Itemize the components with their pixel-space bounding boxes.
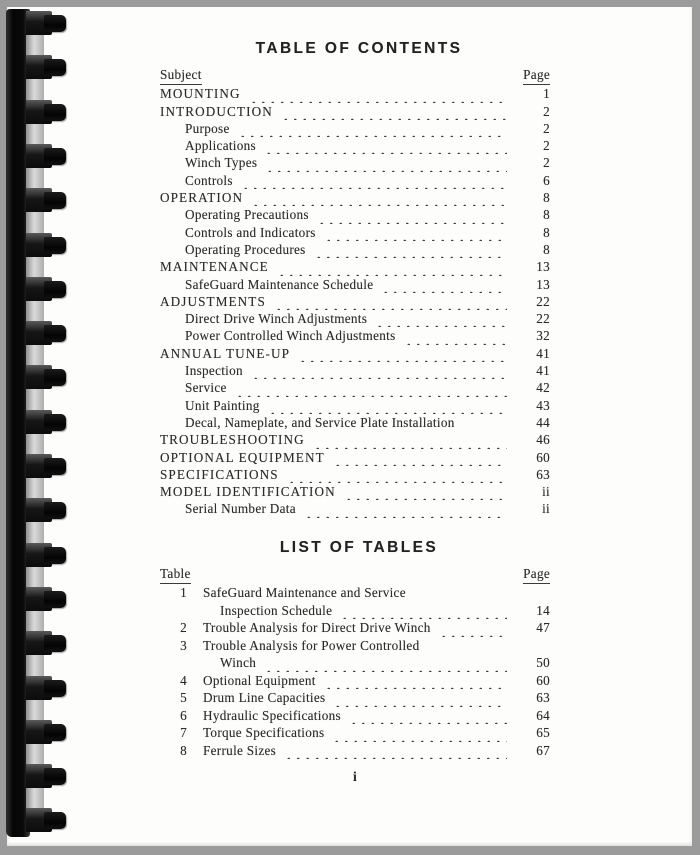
toc-row	[160, 154, 550, 171]
lot-entry-number: 6	[180, 707, 187, 723]
toc-entry-label: MODEL IDENTIFICATION	[160, 484, 336, 500]
toc-row	[160, 206, 550, 223]
comb-tooth-tip	[44, 635, 66, 652]
toc-entry-page: 8	[543, 224, 550, 240]
toc-entry-page: 6	[543, 172, 550, 188]
comb-tooth-tip	[44, 724, 66, 741]
toc-entry-label: ADJUSTMENTS	[160, 293, 266, 309]
toc-entry-page: 2	[543, 138, 550, 154]
toc-entry-page: 43	[536, 397, 550, 413]
lot-row	[160, 619, 550, 637]
toc-entry-label: Power Controlled Winch Adjustments	[185, 328, 396, 344]
comb-tooth-tip	[44, 591, 66, 608]
toc-entry-page: 32	[536, 328, 550, 344]
lot-row	[160, 672, 550, 690]
dot-leader	[425, 642, 507, 654]
comb-tooth-tip	[44, 15, 66, 32]
dot-leader	[379, 281, 507, 293]
toc-entry-label: Service	[185, 380, 227, 396]
comb-gap-highlight	[26, 124, 44, 145]
dot-leader	[461, 419, 507, 431]
toc-entry-label: OPTIONAL EQUIPMENT	[160, 449, 325, 465]
lot-entry-number: 5	[180, 690, 187, 706]
lot-entry-number: 8	[180, 742, 187, 758]
comb-tooth-tip	[44, 281, 66, 298]
toc-row	[160, 397, 550, 414]
lot-column-headers	[160, 562, 550, 584]
toc-row	[160, 362, 550, 379]
comb-tooth-tip	[44, 148, 66, 165]
toc-entry-page: 8	[543, 207, 550, 223]
toc-entry-page: 13	[536, 276, 550, 292]
table-of-contents-document	[160, 40, 550, 785]
lot-entry-page: 67	[536, 742, 550, 758]
dot-leader	[338, 607, 507, 619]
lot-entry-label: Ferrule Sizes	[203, 742, 277, 758]
comb-tooth-tip	[44, 768, 66, 785]
dot-leader	[315, 212, 507, 224]
comb-gap-highlight	[26, 257, 44, 278]
dot-leader	[262, 142, 507, 154]
lot-row	[160, 707, 550, 725]
comb-tooth-tip	[44, 458, 66, 475]
lot-entry-page: 63	[536, 690, 550, 706]
toc-entry-label: SPECIFICATIONS	[160, 466, 279, 482]
comb-gap-highlight	[26, 434, 44, 455]
toc-page-header: Page	[523, 66, 550, 85]
lot-row	[160, 602, 550, 620]
lot-entry-list	[160, 584, 550, 759]
comb-gap-highlight	[26, 35, 44, 56]
toc-entry-page: ii	[542, 484, 550, 500]
dot-leader	[373, 315, 507, 327]
toc-entry-label: OPERATION	[160, 190, 244, 206]
comb-gap-highlight	[26, 522, 44, 543]
toc-entry-label: ANNUAL TUNE-UP	[160, 345, 291, 361]
toc-entry-label: Operating Procedures	[185, 241, 306, 257]
toc-column-headers	[160, 63, 550, 85]
toc-entry-page: 2	[543, 120, 550, 136]
dot-leader	[322, 677, 507, 689]
dot-leader	[236, 125, 507, 137]
comb-gap-highlight	[26, 212, 44, 233]
list-of-tables-title: LIST OF TABLES	[279, 538, 439, 556]
toc-row	[160, 483, 550, 500]
toc-entry-page: 42	[536, 380, 550, 396]
lot-entry-number: 4	[180, 672, 187, 688]
toc-row	[160, 466, 550, 483]
dot-leader	[233, 385, 507, 397]
toc-entry-label: Controls and Indicators	[185, 224, 316, 240]
dot-leader	[249, 194, 507, 206]
toc-entry-page: 22	[536, 293, 550, 309]
toc-row	[160, 414, 550, 431]
comb-tooth-tip	[44, 237, 66, 254]
toc-subject-header: Subject	[160, 66, 202, 85]
toc-row	[160, 327, 550, 344]
lot-entry-page: 14	[536, 602, 550, 618]
lot-table-header: Table	[160, 565, 191, 584]
toc-entry-label: Decal, Nameplate, and Service Plate Installation	[185, 414, 455, 430]
toc-entry-page: ii	[542, 501, 550, 517]
dot-leader	[239, 177, 507, 189]
dot-leader	[330, 730, 507, 742]
toc-row	[160, 345, 550, 362]
lot-entry-number: 2	[180, 620, 187, 636]
dot-leader	[342, 488, 507, 500]
toc-row	[160, 258, 550, 275]
toc-entry-label: Applications	[185, 138, 256, 154]
toc-entry-label: Purpose	[185, 120, 230, 136]
comb-gap-highlight	[26, 389, 44, 410]
toc-entry-label: TROUBLESHOOTING	[160, 432, 305, 448]
toc-row	[160, 85, 550, 102]
comb-tooth-tip	[44, 414, 66, 431]
lot-row	[160, 689, 550, 707]
lot-row	[160, 724, 550, 742]
lot-page-header: Page	[523, 565, 550, 584]
toc-entry-label: Direct Drive Winch Adjustments	[185, 311, 368, 327]
dot-leader	[311, 437, 507, 449]
dot-leader	[272, 298, 507, 310]
comb-gap-highlight	[26, 168, 44, 189]
toc-entry-page: 22	[536, 311, 550, 327]
dot-leader	[347, 712, 507, 724]
toc-entry-label: MOUNTING	[160, 86, 241, 102]
toc-row	[160, 449, 550, 466]
dot-leader	[263, 160, 507, 172]
toc-row	[160, 241, 550, 258]
page-folio-number: i	[352, 769, 358, 785]
toc-entry-page: 13	[536, 259, 550, 275]
lot-entry-page: 60	[536, 672, 550, 688]
toc-entry-label: Serial Number Data	[185, 501, 296, 517]
dot-leader	[331, 454, 507, 466]
toc-row	[160, 224, 550, 241]
lot-entry-number: 7	[180, 725, 187, 741]
lot-row	[160, 584, 550, 602]
lot-entry-number: 3	[180, 637, 187, 653]
comb-tooth-tip	[44, 104, 66, 121]
toc-entry-list	[160, 85, 550, 517]
comb-tooth-tip	[44, 812, 66, 829]
comb-gap-highlight	[26, 655, 44, 676]
toc-entry-page: 46	[536, 432, 550, 448]
lot-entry-page: 64	[536, 707, 550, 723]
toc-entry-label: INTRODUCTION	[160, 103, 273, 119]
comb-gap-highlight	[26, 301, 44, 322]
lot-entry-label: Inspection Schedule	[220, 602, 333, 618]
lot-row	[160, 742, 550, 760]
toc-entry-label: Controls	[185, 172, 233, 188]
dot-leader	[279, 108, 507, 120]
lot-entry-label: Trouble Analysis for Direct Drive Winch	[203, 620, 431, 636]
toc-row	[160, 120, 550, 137]
lot-entry-page: 50	[536, 655, 550, 671]
toc-row	[160, 137, 550, 154]
toc-entry-page: 1	[543, 86, 550, 102]
dot-leader	[322, 229, 507, 241]
toc-entry-label: Operating Precautions	[185, 207, 309, 223]
dot-leader	[437, 625, 507, 637]
dot-leader	[262, 660, 507, 672]
dot-leader	[331, 695, 507, 707]
comb-tooth-tip	[44, 59, 66, 76]
dot-leader	[296, 350, 507, 362]
comb-gap-highlight	[26, 79, 44, 100]
toc-row	[160, 500, 550, 517]
lot-row	[160, 654, 550, 672]
lot-entry-number: 1	[180, 585, 187, 601]
toc-title: TABLE OF CONTENTS	[255, 40, 463, 57]
toc-row	[160, 276, 550, 293]
comb-binding	[0, 7, 72, 847]
toc-entry-page: 2	[543, 155, 550, 171]
toc-entry-page: 63	[536, 466, 550, 482]
toc-entry-label: Inspection	[185, 363, 243, 379]
lot-row	[160, 637, 550, 655]
toc-row	[160, 189, 550, 206]
lot-entry-label: SafeGuard Maintenance and Service	[203, 585, 406, 601]
toc-entry-page: 8	[543, 241, 550, 257]
toc-entry-label: MAINTENANCE	[160, 259, 269, 275]
lot-entry-label: Torque Specifications	[203, 725, 325, 741]
comb-tooth-tip	[44, 680, 66, 697]
dot-leader	[275, 264, 507, 276]
lot-entry-label: Hydraulic Specifications	[203, 707, 341, 723]
dot-leader	[247, 91, 507, 103]
comb-tooth-tip	[44, 192, 66, 209]
dot-leader	[312, 246, 507, 258]
comb-tooth-tip	[44, 547, 66, 564]
lot-entry-page: 47	[536, 620, 550, 636]
toc-entry-page: 60	[536, 449, 550, 465]
comb-gap-highlight	[26, 611, 44, 632]
dot-leader	[402, 333, 507, 345]
comb-gap-highlight	[26, 478, 44, 499]
lot-entry-label: Optional Equipment	[203, 672, 316, 688]
toc-entry-label: SafeGuard Maintenance Schedule	[185, 276, 374, 292]
toc-row	[160, 103, 550, 120]
toc-row	[160, 431, 550, 448]
comb-gap-highlight	[26, 788, 44, 809]
dot-leader	[266, 402, 507, 414]
toc-row	[160, 293, 550, 310]
lot-entry-page: 65	[536, 725, 550, 741]
toc-entry-label: Unit Painting	[185, 397, 260, 413]
lot-entry-label: Drum Line Capacities	[203, 690, 326, 706]
dot-leader	[412, 590, 507, 602]
dot-leader	[285, 471, 507, 483]
toc-entry-page: 44	[536, 414, 550, 430]
toc-row	[160, 310, 550, 327]
dot-leader	[249, 367, 507, 379]
toc-entry-page: 2	[543, 103, 550, 119]
comb-tooth-tip	[44, 325, 66, 342]
toc-entry-page: 8	[543, 190, 550, 206]
lot-entry-label: Winch	[220, 655, 257, 671]
comb-gap-highlight	[26, 345, 44, 366]
lot-entry-label: Trouble Analysis for Power Controlled	[203, 637, 420, 653]
dot-leader	[302, 506, 507, 518]
comb-gap-highlight	[26, 744, 44, 765]
toc-row	[160, 172, 550, 189]
comb-tooth-tip	[44, 502, 66, 519]
dot-leader	[282, 747, 507, 759]
comb-gap-highlight	[26, 700, 44, 721]
toc-entry-label: Winch Types	[185, 155, 258, 171]
toc-entry-page: 41	[536, 363, 550, 379]
comb-gap-highlight	[26, 567, 44, 588]
toc-entry-page: 41	[536, 345, 550, 361]
toc-row	[160, 379, 550, 396]
comb-tooth-tip	[44, 369, 66, 386]
